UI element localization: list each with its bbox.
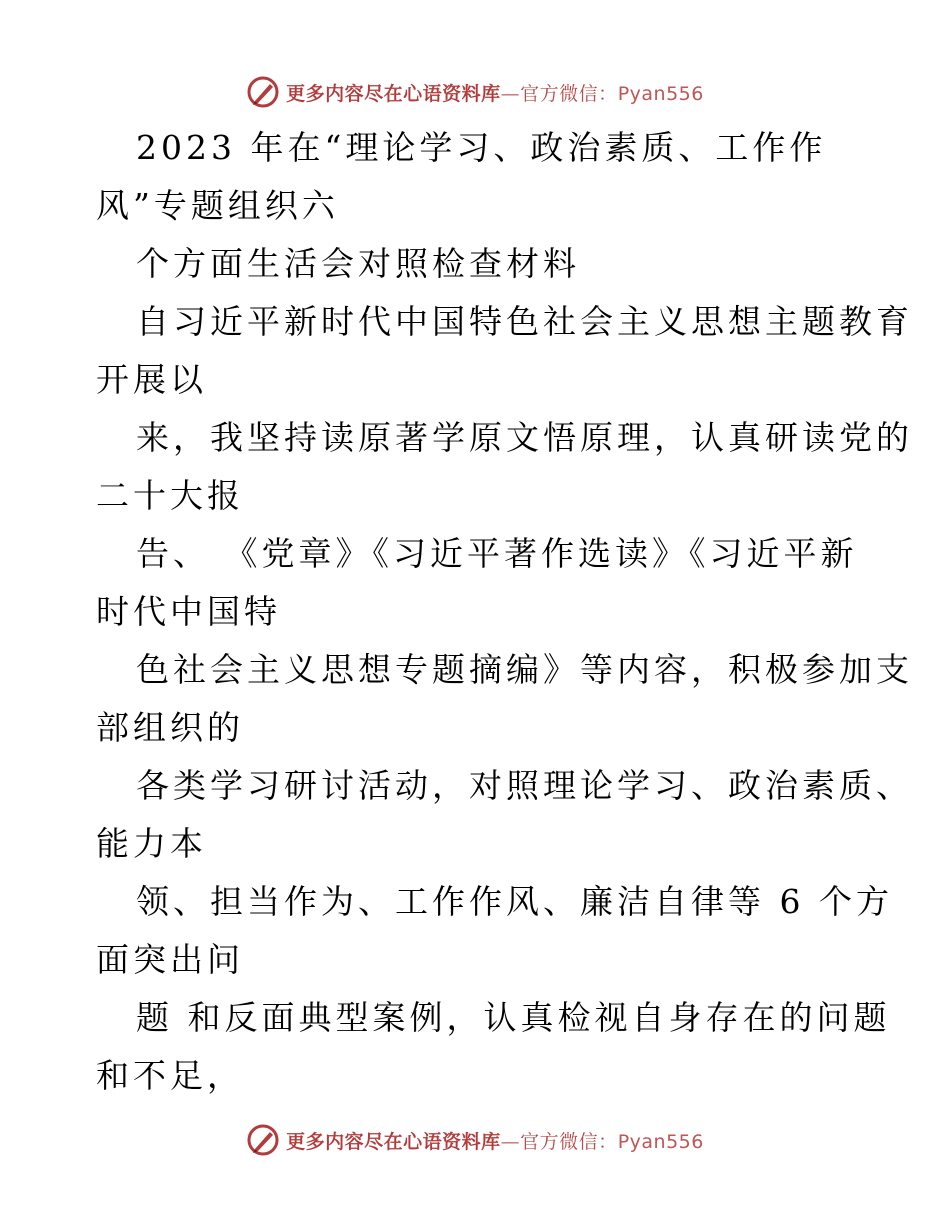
body-line-6: 时代中国特: [96, 592, 281, 631]
title-line-1: 2023 年在“理论学习、政治素质、工作作: [136, 128, 827, 167]
header-watermark: [0, 72, 950, 112]
body-line-14: 和不足，: [96, 1056, 244, 1095]
body-line-4: 二十大报: [96, 476, 244, 515]
watermark-dash: —: [500, 82, 521, 105]
watermark-text: [286, 1127, 704, 1154]
watermark-brand: 更多内容尽在心语资料库: [286, 1130, 501, 1153]
body-line-7: 色社会主义思想专题摘编》等内容，积极参加支: [136, 650, 913, 689]
body-line-8: 部组织的: [96, 708, 244, 747]
title-line-2: 风”专题组织六: [96, 186, 339, 225]
body-line-1: 自习近平新时代中国特色社会主义思想主题教育: [136, 302, 913, 341]
quill-pen-circle-icon: [246, 75, 280, 109]
body-line-12: 面突出问: [96, 940, 244, 979]
body-line-13: 题 和反面典型案例，认真检视自身存在的问题: [136, 998, 891, 1037]
watermark-dash: —: [500, 1130, 521, 1153]
watermark-contact-label: 官方微信：: [520, 1130, 618, 1153]
quill-pen-circle-icon: [246, 1123, 280, 1157]
watermark-wechat-id: Pyan556: [617, 82, 704, 105]
body-line-11: 领、担当作为、工作作风、廉洁自律等 6 个方: [136, 882, 893, 921]
watermark-brand: 更多内容尽在心语资料库: [286, 82, 501, 105]
body-line-2: 开展以: [96, 360, 207, 399]
body-line-5: 告、 《党章》《习近平著作选读》《习近平新: [136, 534, 858, 573]
body-line-10: 能力本: [96, 824, 207, 863]
footer-watermark: [0, 1120, 950, 1160]
body-line-9: 各类学习研讨活动，对照理论学习、政治素质、: [136, 766, 913, 805]
body-line-3: 来，我坚持读原著学原文悟原理，认真研读党的: [136, 418, 913, 457]
title-line-3: 个方面生活会对照检查材料: [136, 244, 580, 283]
watermark-text: [286, 79, 704, 106]
watermark-wechat-id: Pyan556: [617, 1130, 704, 1153]
watermark-contact-label: 官方微信：: [520, 82, 618, 105]
